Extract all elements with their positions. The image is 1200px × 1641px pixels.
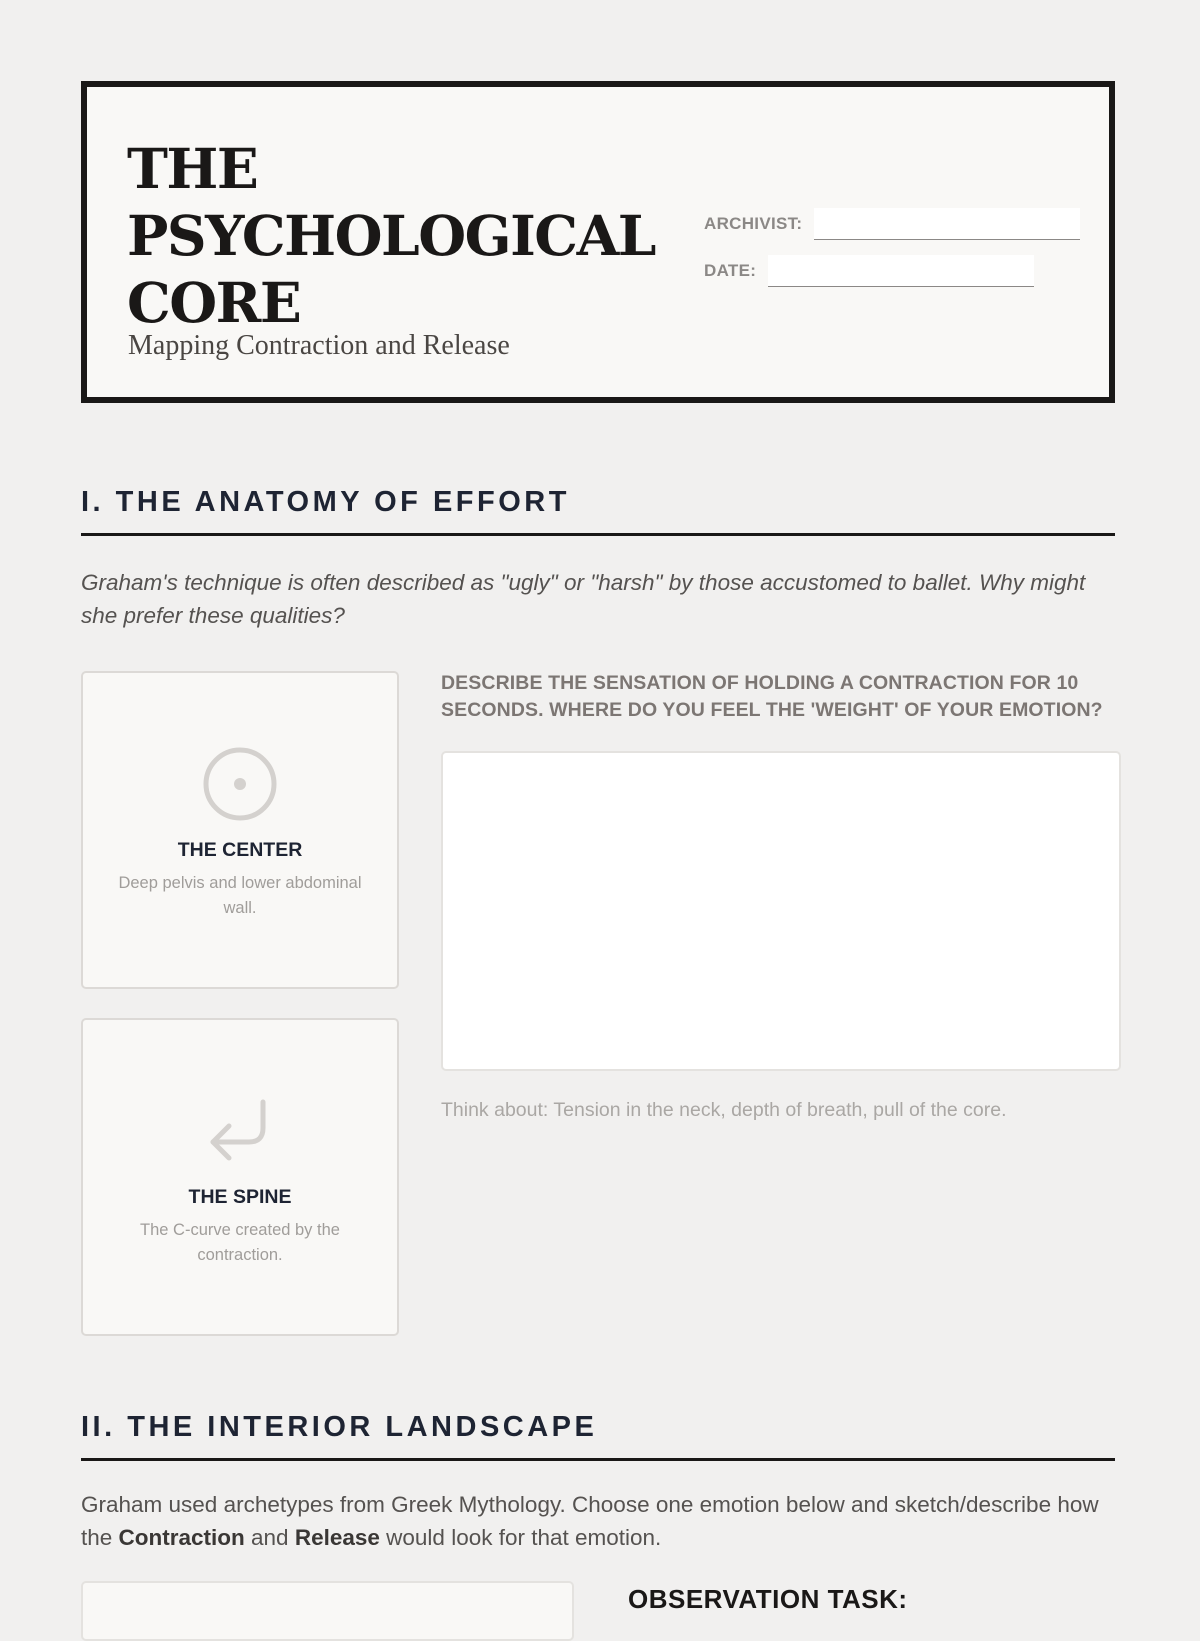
- section-title-interior-landscape: II. THE INTERIOR LANDSCAPE: [81, 1411, 598, 1443]
- worksheet-title: [127, 135, 655, 336]
- date-label: DATE:: [704, 261, 757, 280]
- answer-hint: Think about: Tension in the neck, depth of breath, pull of the core.: [441, 1099, 1007, 1121]
- archivist-input[interactable]: [814, 208, 1080, 240]
- card-description: The C-curve created by the contraction.: [140, 1221, 340, 1264]
- contraction-answer-field[interactable]: [441, 751, 1121, 1071]
- contraction-term: Contraction: [118, 1525, 245, 1550]
- observation-task-title: OBSERVATION TASK:: [628, 1584, 908, 1614]
- worksheet-subtitle: Mapping Contraction and Release: [128, 330, 510, 361]
- card-title: THE CENTER: [177, 839, 303, 861]
- title-line: CORE: [127, 270, 301, 335]
- card-description: Deep pelvis and lower abdominal wall.: [118, 874, 362, 917]
- instruction-text: Graham used archetypes from Greek Mythology. Choose one emotion below and sketch/describe how the: [81, 1492, 1099, 1550]
- archivist-row: [704, 208, 1080, 240]
- title-line: THE: [127, 136, 258, 201]
- return-arrow-icon: [205, 1098, 275, 1164]
- date-row: [704, 255, 1034, 287]
- archivist-label: ARCHIVIST:: [704, 214, 803, 233]
- reflection-prompt: Graham's technique is often described as "ugly" or "harsh" by those accustomed to ballet. Why might she prefer these qualities?: [81, 570, 1086, 628]
- section-divider: [81, 533, 1115, 536]
- target-circle-icon: [202, 746, 278, 822]
- card-the-spine: [81, 1018, 399, 1336]
- release-term: Release: [294, 1525, 380, 1550]
- card-the-center: [81, 671, 399, 989]
- section-divider: [81, 1458, 1115, 1461]
- contraction-question: DESCRIBE THE SENSATION OF HOLDING A CONTRACTION FOR 10 SECONDS. WHERE DO YOU FEEL THE 'WEIGHT' OF YOUR EMOTION?: [441, 672, 1103, 721]
- date-input[interactable]: [768, 255, 1034, 287]
- instruction-text: would look for that emotion.: [379, 1525, 662, 1550]
- title-line: PSYCHOLOGICAL: [127, 203, 655, 268]
- archetype-instructions: [81, 1488, 1121, 1554]
- instruction-text: and: [244, 1525, 295, 1550]
- section-title-anatomy: I. THE ANATOMY OF EFFORT: [81, 486, 570, 518]
- worksheet-header: [81, 81, 1115, 403]
- card-title: THE SPINE: [188, 1186, 292, 1208]
- emotion-sketch-area[interactable]: [81, 1581, 574, 1641]
